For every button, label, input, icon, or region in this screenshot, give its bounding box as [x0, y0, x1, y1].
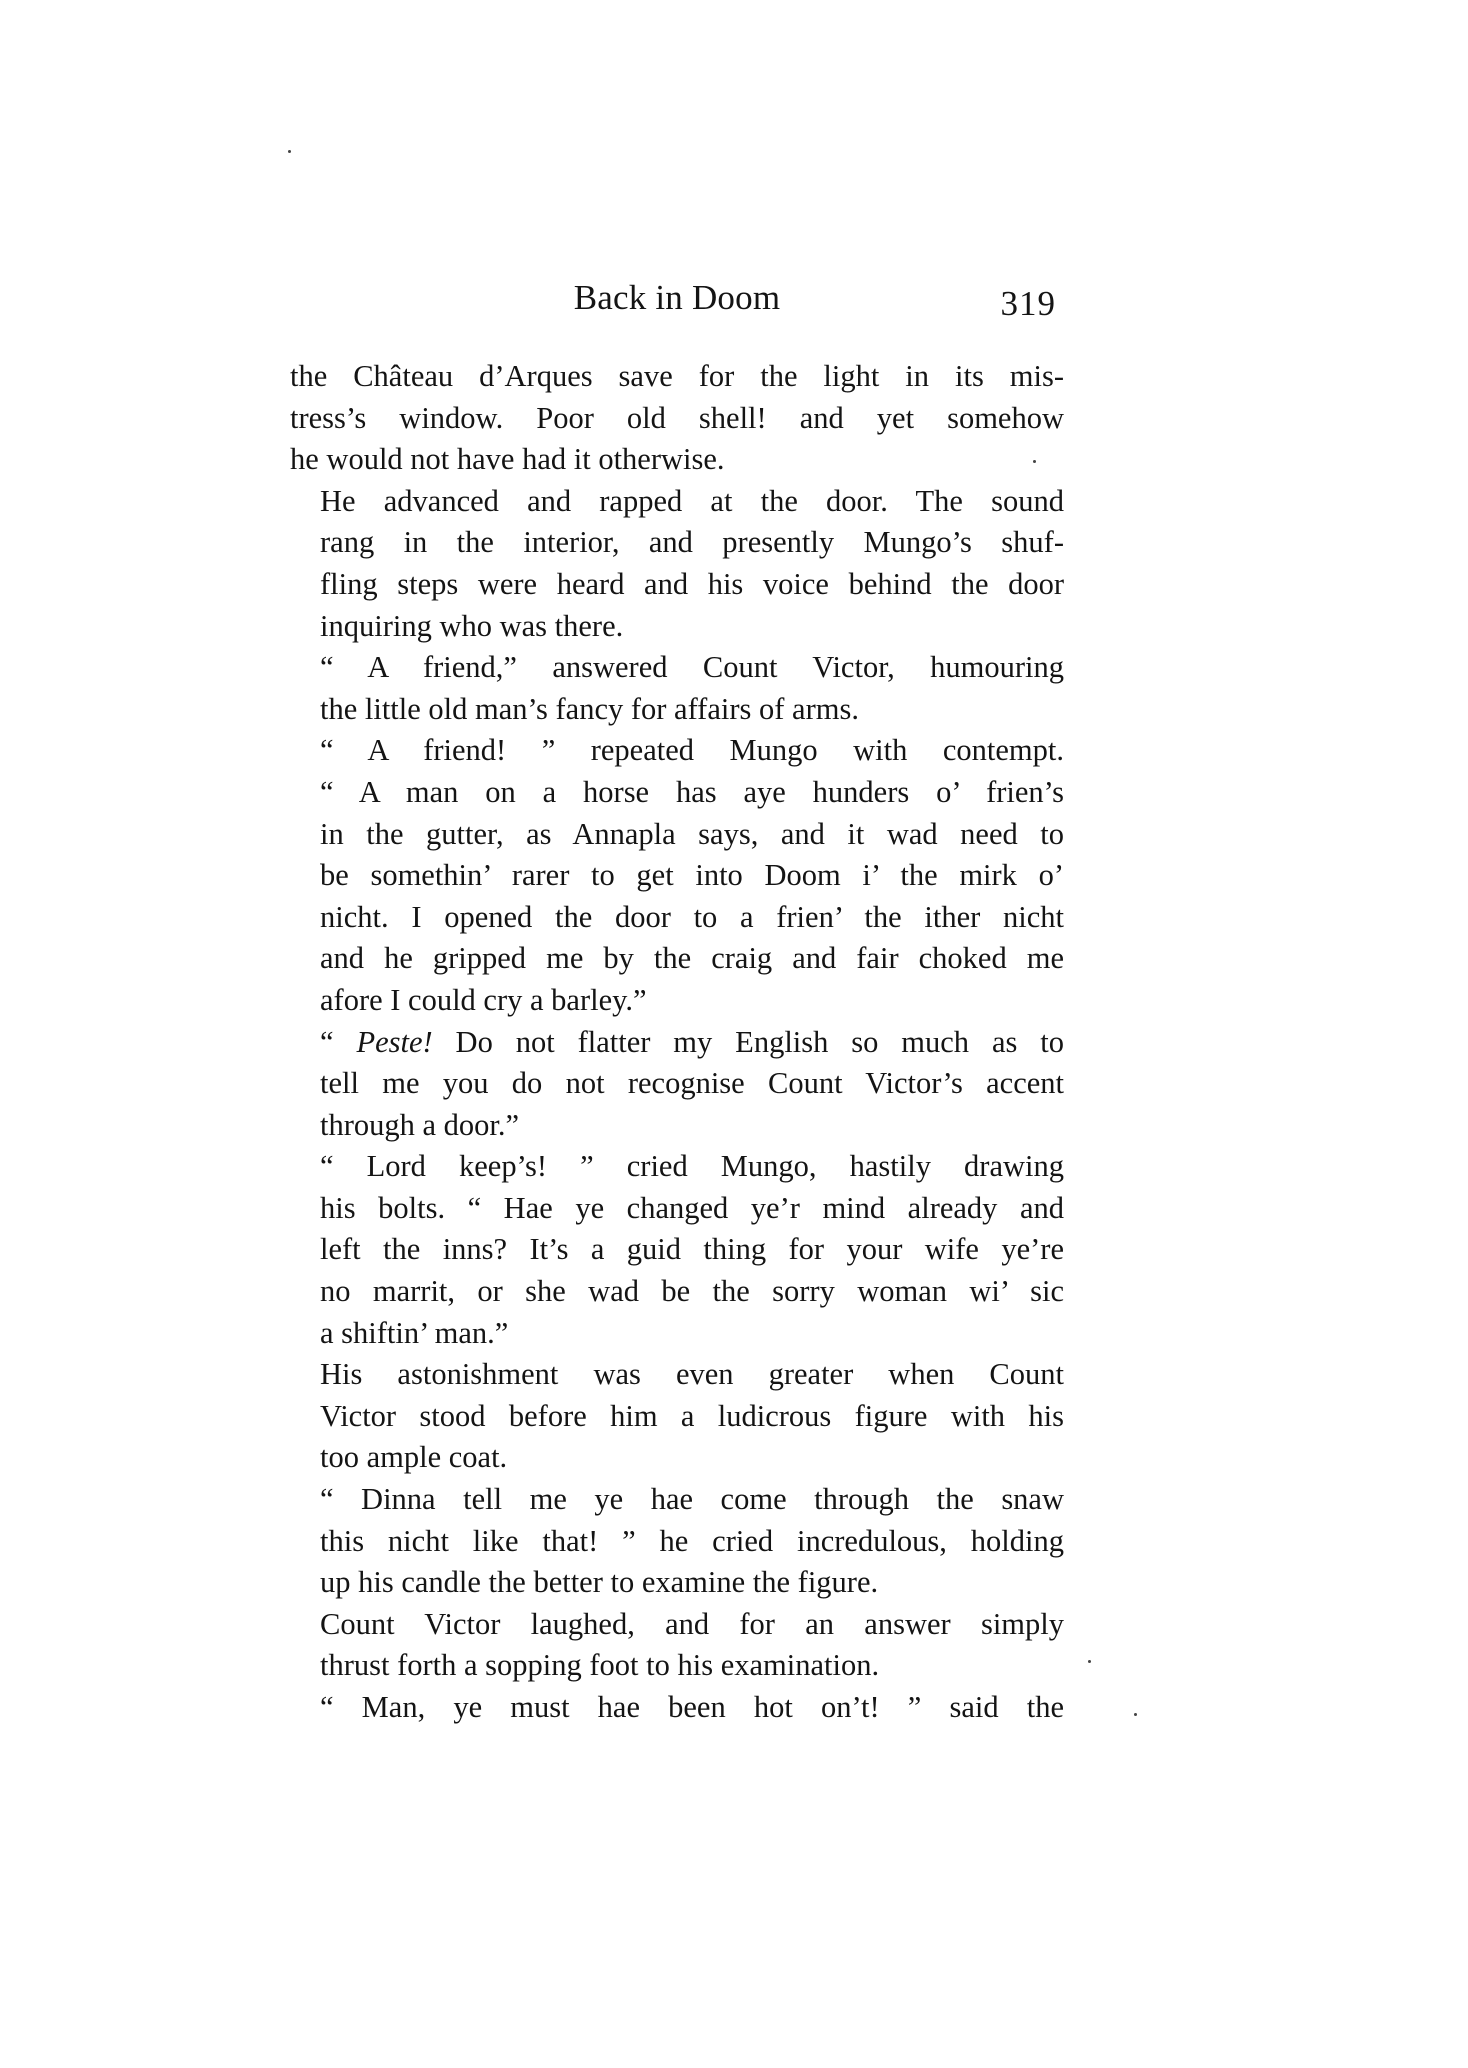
scan-speck [288, 150, 291, 153]
text-line: rang in the interior, and presently Mungo’s shuf- [320, 525, 1064, 560]
paragraph [290, 1354, 1064, 1479]
text-line: “ A friend! ” repeated Mungo with contempt. [320, 733, 1064, 768]
text-line: “ A man on a horse has aye hunders o’ frien’s [320, 774, 1064, 809]
text-line: tell me you do not recognise Count Victor’s accent [320, 1066, 1064, 1101]
text-line: “ Dinna tell me ye hae come through the snaw [320, 1482, 1064, 1517]
italic-word: Peste! [356, 1024, 433, 1059]
text-line: afore I could cry a barley.” [320, 982, 647, 1017]
text-line: He advanced and rapped at the door. The sound [320, 483, 1064, 518]
text-line: “ Lord keep’s! ” cried Mungo, hastily drawing [320, 1149, 1064, 1184]
page-number: 319 [1000, 284, 1056, 323]
paragraph [290, 481, 1064, 647]
text-line: fling steps were heard and his voice behind the door [320, 566, 1064, 601]
paragraph [290, 1604, 1064, 1687]
paragraph [290, 730, 1064, 1021]
text-line: Victor stood before him a ludicrous figure with his [320, 1398, 1064, 1433]
text-line [290, 1022, 1064, 1064]
paragraph [290, 1146, 1064, 1354]
text-line: nicht. I opened the door to a frien’ the ither nicht [320, 899, 1064, 934]
text-line: “ A friend,” answered Count Victor, humouring [320, 650, 1064, 685]
text-line: the Château d’Arques save for the light in its mis- [290, 359, 1064, 393]
line-rest: Do not flatter my English so much as to [432, 1024, 1064, 1059]
text-line: too ample coat. [320, 1440, 508, 1475]
paragraph [290, 1479, 1064, 1604]
text-line: thrust forth a sopping foot to his examination. [320, 1648, 880, 1683]
scan-speck [1088, 1660, 1091, 1663]
paragraph [290, 647, 1064, 730]
scan-speck [1134, 1713, 1137, 1716]
text-line: left the inns? It’s a guid thing for your wife ye’re [320, 1232, 1064, 1267]
paragraph-continued [290, 356, 1064, 481]
text-line: his bolts. “ Hae ye changed ye’r mind already and [320, 1190, 1064, 1225]
text-line: up his candle the better to examine the figure. [320, 1565, 879, 1600]
paragraph [290, 1022, 1064, 1147]
running-head [290, 268, 1064, 328]
text-line: a shiftin’ man.” [320, 1315, 509, 1350]
text-line: inquiring who was there. [320, 608, 624, 643]
paragraph [290, 1687, 1064, 1729]
text-line: His astonishment was even greater when Count [320, 1357, 1064, 1392]
text-line: in the gutter, as Annapla says, and it wad need to [320, 816, 1064, 851]
text-line: be somethin’ rarer to get into Doom i’ the mirk o’ [320, 858, 1064, 893]
body-text [290, 356, 1064, 1729]
text-line: through a door.” [320, 1107, 520, 1142]
open-quote: “ [320, 1024, 357, 1059]
text-line: and he gripped me by the craig and fair choked me [320, 941, 1064, 976]
text-line: tress’s window. Poor old shell! and yet somehow [290, 400, 1064, 435]
text-line: the little old man’s fancy for affairs of arms. [320, 691, 859, 726]
text-line: he would not have had it otherwise. [290, 442, 725, 477]
running-title: Back in Doom [573, 278, 781, 317]
text-line: Count Victor laughed, and for an answer simply [320, 1606, 1064, 1641]
scan-speck [1033, 460, 1036, 463]
text-line: no marrit, or she wad be the sorry woman wi’ sic [320, 1274, 1064, 1309]
text-line: “ Man, ye must hae been hot on’t! ” said the [320, 1690, 1064, 1724]
text-line: this nicht like that! ” he cried incredulous, holding [320, 1523, 1064, 1558]
